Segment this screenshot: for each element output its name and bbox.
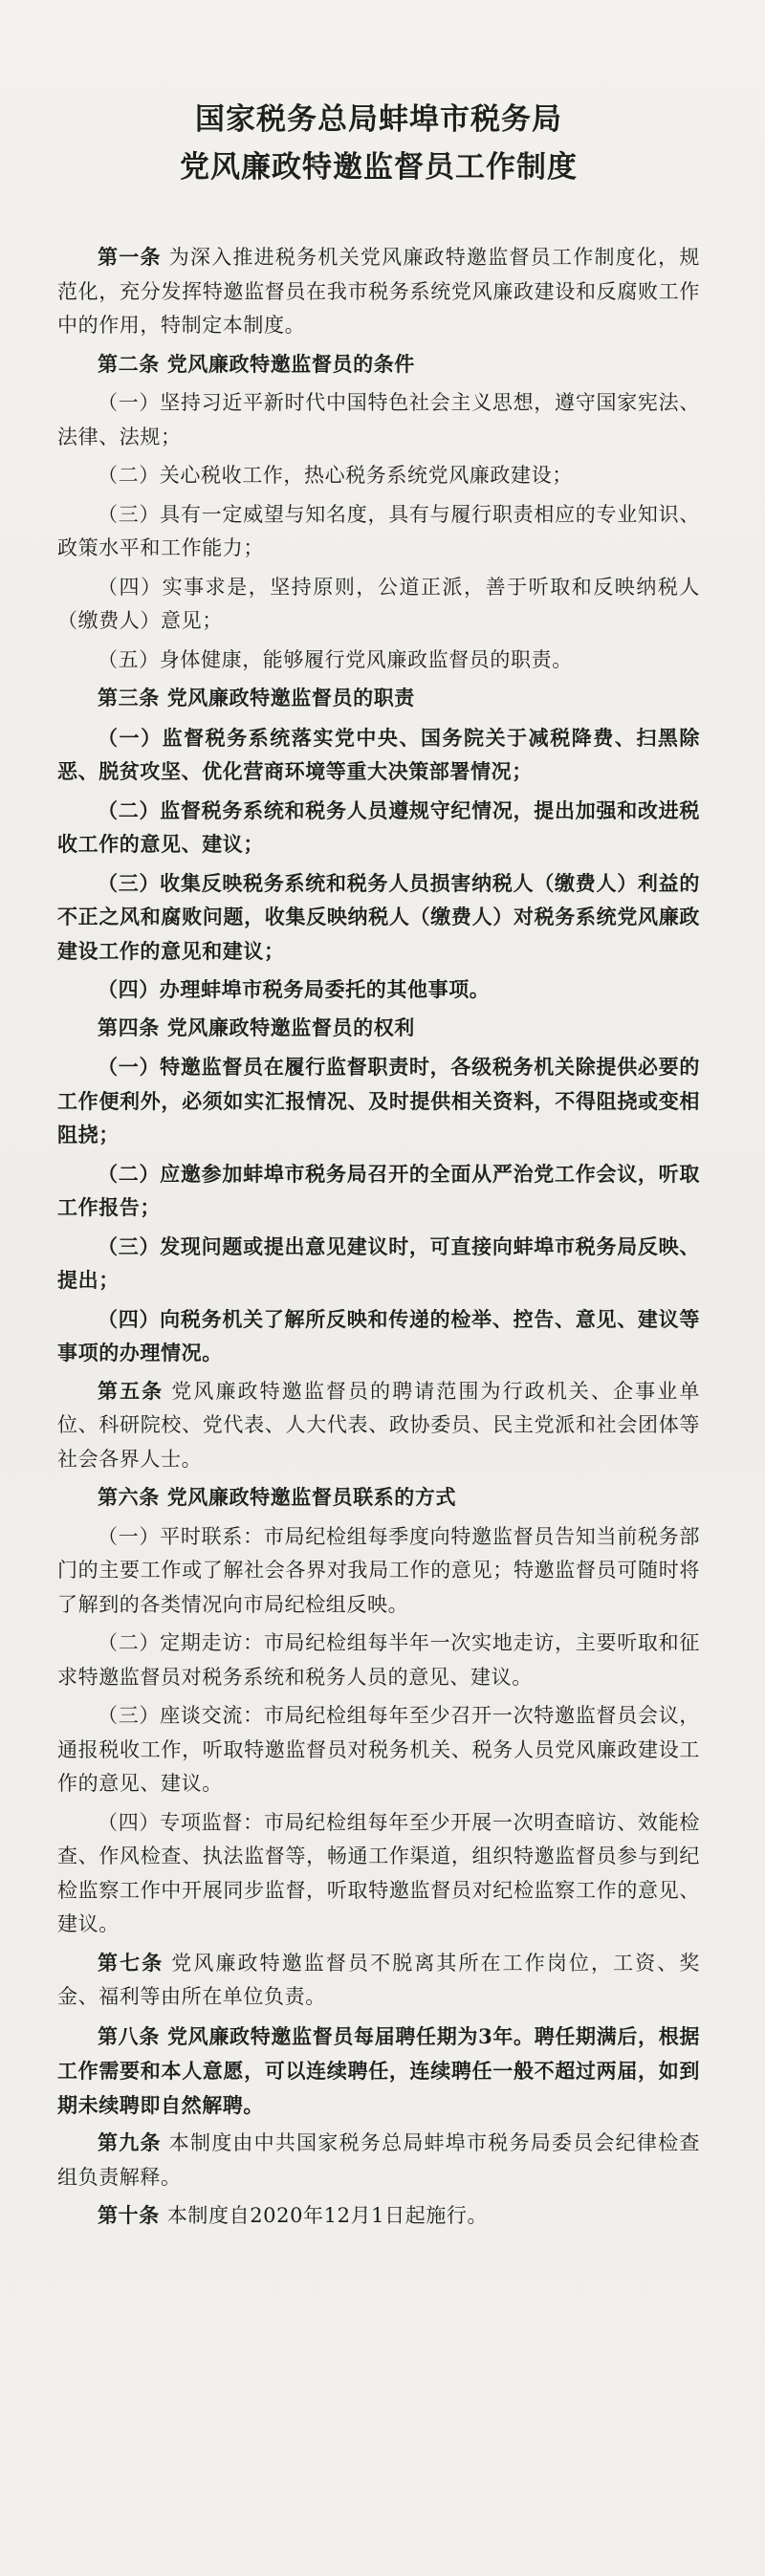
title-line-1: 国家税务总局蚌埠市税务局 bbox=[195, 102, 562, 137]
article-6-item-1: （一）平时联系：市局纪检组每季度向特邀监督员告知当前税务部门的主要工作或了解社会各界对我局工作的意见；特邀监督员可随时将了解到的各类情况向市局纪检组反映。 bbox=[57, 1524, 700, 1616]
article-8 bbox=[57, 2019, 700, 2123]
article-4-item-1: （一）特邀监督员在履行监督职责时，各级税务机关除提供必要的工作便利外，必须如实汇报情况、及时提供相关资料，不得阻挠或变相阻挠； bbox=[57, 1055, 700, 1146]
article-2-item-4: （四）实事求是，坚持原则，公道正派，善于听取和反映纳税人（缴费人）意见； bbox=[57, 575, 700, 632]
article-5-text: 党风廉政特邀监督员的聘请范围为行政机关、企事业单位、科研院校、党代表、人大代表、政协委员、民主党派和社会团体等社会各界人士。 bbox=[57, 1379, 700, 1471]
article-9 bbox=[57, 2127, 700, 2194]
document-title bbox=[57, 96, 700, 191]
article-7 bbox=[57, 1947, 700, 2015]
article-6-item-4: （四）专项监督：市局纪检组每年至少开展一次明查暗访、效能检查、作风检查、执法监督等，畅通工作渠道，组织特邀监督员参与到纪检监察工作中开展同步监督，听取特邀监督员对纪检监察工作的意见、建议。 bbox=[57, 1810, 700, 1935]
article-2-item-5: （五）身体健康，能够履行党风廉政监督员的职责。 bbox=[98, 647, 573, 671]
article-10 bbox=[57, 2199, 700, 2234]
article-6-heading: 第六条 党风廉政特邀监督员联系的方式 bbox=[98, 1486, 457, 1509]
article-3-heading: 第三条 党风廉政特邀监督员的职责 bbox=[98, 687, 415, 709]
article-10-text: 本制度自2020年12月1日起施行。 bbox=[166, 2204, 489, 2227]
article-2-heading: 第二条 党风廉政特邀监督员的条件 bbox=[98, 352, 415, 376]
title-line-2: 党风廉政特邀监督员工作制度 bbox=[180, 150, 578, 185]
article-5-label: 第五条 bbox=[98, 1379, 164, 1403]
article-3-item-4: （四）办理蚌埠市税务局委托的其他事项。 bbox=[98, 977, 491, 1001]
article-4-item-2: （二）应邀参加蚌埠市税务局召开的全面从严治党工作会议，听取工作报告； bbox=[57, 1161, 700, 1219]
article-5 bbox=[57, 1375, 700, 1477]
article-2-item-2: （二）关心税收工作，热心税务系统党风廉政建设； bbox=[98, 464, 573, 487]
article-8-text: 党风廉政特邀监督员每届聘任期为3年。聘任期满后，根据工作需要和本人意愿，可以连续聘任，连续聘任一般不超过两届，如到期未续聘即自然解聘。 bbox=[57, 2023, 700, 2117]
article-4-item-3: （三）发现问题或提出意见建议时，可直接向蚌埠市税务局反映、提出； bbox=[57, 1233, 700, 1292]
article-10-label: 第十条 bbox=[98, 2204, 160, 2227]
article-3-item-1: （一）监督税务系统落实党中央、国务院关于减税降费、扫黑除恶、脱贫攻坚、优化营商环境等重大决策部署情况； bbox=[57, 725, 700, 783]
article-8-label: 第八条 bbox=[98, 2024, 161, 2048]
article-6-item-3: （三）座谈交流：市局纪检组每年至少召开一次特邀监督员会议，通报税收工作，听取特邀监督员对税务机关、税务人员党风廉政建设工作的意见、建议。 bbox=[57, 1704, 700, 1795]
article-6-item-2: （二）定期走访：市局纪检组每半年一次实地走访，主要听取和征求特邀监督员对税务系统和税务人员的意见、建议。 bbox=[57, 1631, 700, 1689]
article-9-label: 第九条 bbox=[98, 2131, 162, 2154]
article-7-text: 党风廉政特邀监督员不脱离其所在工作岗位，工资、奖金、福利等由所在单位负责。 bbox=[57, 1951, 700, 2008]
article-1-text: 为深入推进税务机关党风廉政特邀监督员工作制度化，规范化，充分发挥特邀监督员在我市税务系统党风廉政建设和反腐败工作中的作用，特制定本制度。 bbox=[57, 246, 700, 337]
article-1-label: 第一条 bbox=[98, 246, 162, 269]
article-3-item-3: （三）收集反映税务系统和税务人员损害纳税人（缴费人）利益的不正之风和腐败问题，收集反映纳税人（缴费人）对税务系统党风廉政建设工作的意见和建议； bbox=[57, 870, 700, 963]
article-9-text: 本制度由中共国家税务总局蚌埠市税务局委员会纪律检查组负责解释。 bbox=[57, 2131, 700, 2189]
article-4-heading: 第四条 党风廉政特邀监督员的权利 bbox=[98, 1015, 415, 1039]
article-2-item-1: （一）坚持习近平新时代中国特色社会主义思想，遵守国家宪法、法律、法规； bbox=[57, 391, 700, 448]
article-7-label: 第七条 bbox=[98, 1951, 164, 1975]
article-1 bbox=[57, 241, 700, 343]
document-body bbox=[57, 241, 700, 2234]
article-4-item-4: （四）向税务机关了解所反映和传递的检举、控告、意见、建议等事项的办理情况。 bbox=[57, 1306, 700, 1364]
article-3-item-2: （二）监督税务系统和税务人员遵规守纪情况，提出加强和改进税收工作的意见、建议； bbox=[57, 797, 700, 856]
article-2-item-3: （三）具有一定威望与知名度，具有与履行职责相应的专业知识、政策水平和工作能力； bbox=[57, 502, 700, 559]
